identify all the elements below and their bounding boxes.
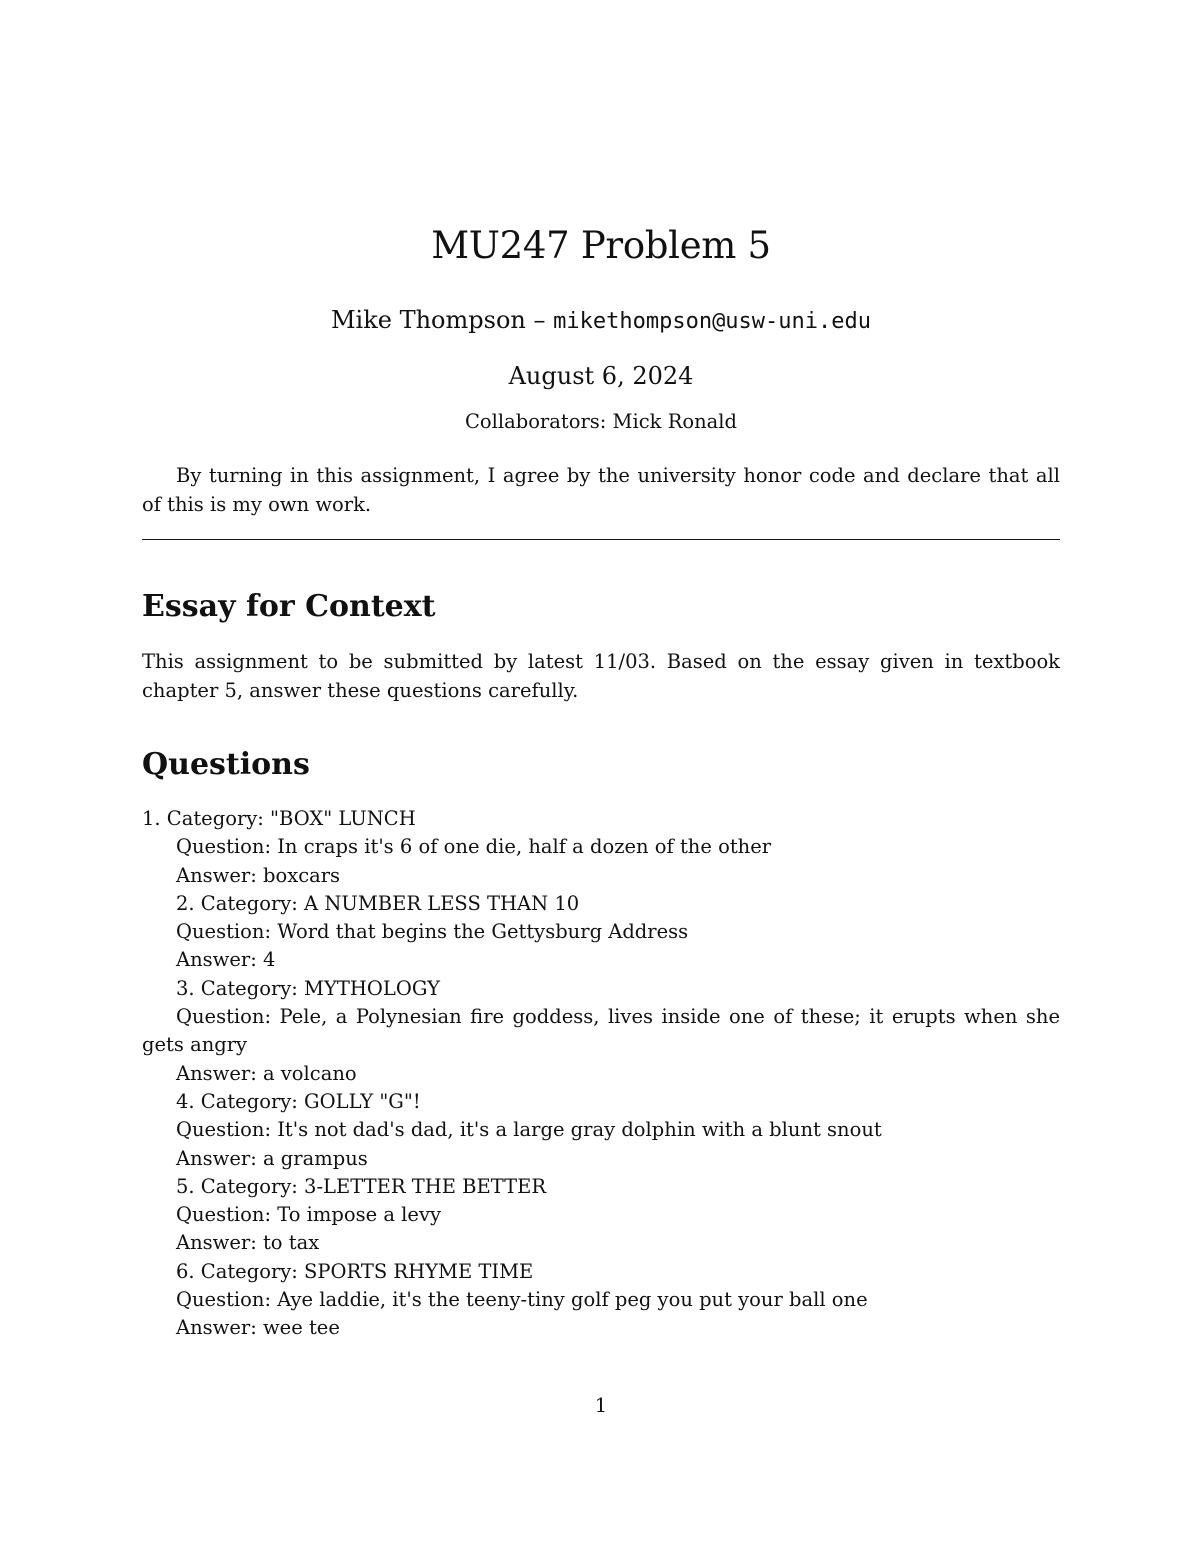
qa-line-category: 4. Category: GOLLY "G"! [176, 1089, 421, 1113]
qa-line-answer: Answer: wee tee [176, 1316, 340, 1340]
document-page [142, 0, 1060, 1553]
qa-line-category: 3. Category: MYTHOLOGY [176, 976, 440, 1000]
qa-line-question: Question: In craps it's 6 of one die, half a dozen of the other [176, 835, 772, 859]
author-line [142, 304, 1060, 338]
section-heading-essay: Essay for Context [142, 589, 436, 624]
qa-line-answer: Answer: 4 [176, 948, 276, 972]
author-separator: – [525, 306, 554, 334]
qa-line-question: Question: Pele, a Polynesian fire goddess, lives inside one of these; it erupts when she gets angry [142, 1005, 1060, 1057]
document-date: August 6, 2024 [508, 362, 694, 390]
questions-list [142, 805, 1060, 1343]
qa-line-category: 5. Category: 3-LETTER THE BETTER [176, 1174, 547, 1198]
author-email: mikethompson@usw-uni.edu [553, 309, 872, 334]
qa-line-answer: Answer: a grampus [176, 1146, 368, 1170]
qa-line-question: Question: Word that begins the Gettysburg Address [176, 920, 689, 944]
qa-line-category: 2. Category: A NUMBER LESS THAN 10 [176, 891, 580, 915]
qa-line-answer: Answer: a volcano [176, 1061, 357, 1085]
collaborators-line: Collaborators: Mick Ronald [464, 410, 738, 433]
document-title: MU247 Problem 5 [431, 224, 771, 267]
qa-line-question: Question: Aye laddie, it's the teeny-tiny golf peg you put your ball one [176, 1288, 868, 1312]
author-name: Mike Thompson [330, 306, 526, 334]
page-number: 1 [594, 1394, 608, 1417]
qa-line-category: 1. Category: "BOX" LUNCH [142, 807, 416, 830]
honor-statement: By turning in this assignment, I agree by the university honor code and declare that all of this is my own work. [142, 464, 1060, 516]
qa-line-question: Question: To impose a levy [176, 1203, 441, 1227]
qa-line-category: 6. Category: SPORTS RHYME TIME [176, 1259, 534, 1283]
qa-line-question: Question: It's not dad's dad, it's a large gray dolphin with a blunt snout [176, 1118, 882, 1142]
essay-paragraph: This assignment to be submitted by latest 11/03. Based on the essay given in textbook chapter 5, answer these questions carefully. [142, 650, 1060, 702]
section-heading-questions: Questions [142, 747, 310, 782]
qa-line-answer: Answer: to tax [176, 1231, 320, 1255]
qa-line-answer: Answer: boxcars [176, 863, 341, 887]
horizontal-rule [142, 539, 1060, 540]
